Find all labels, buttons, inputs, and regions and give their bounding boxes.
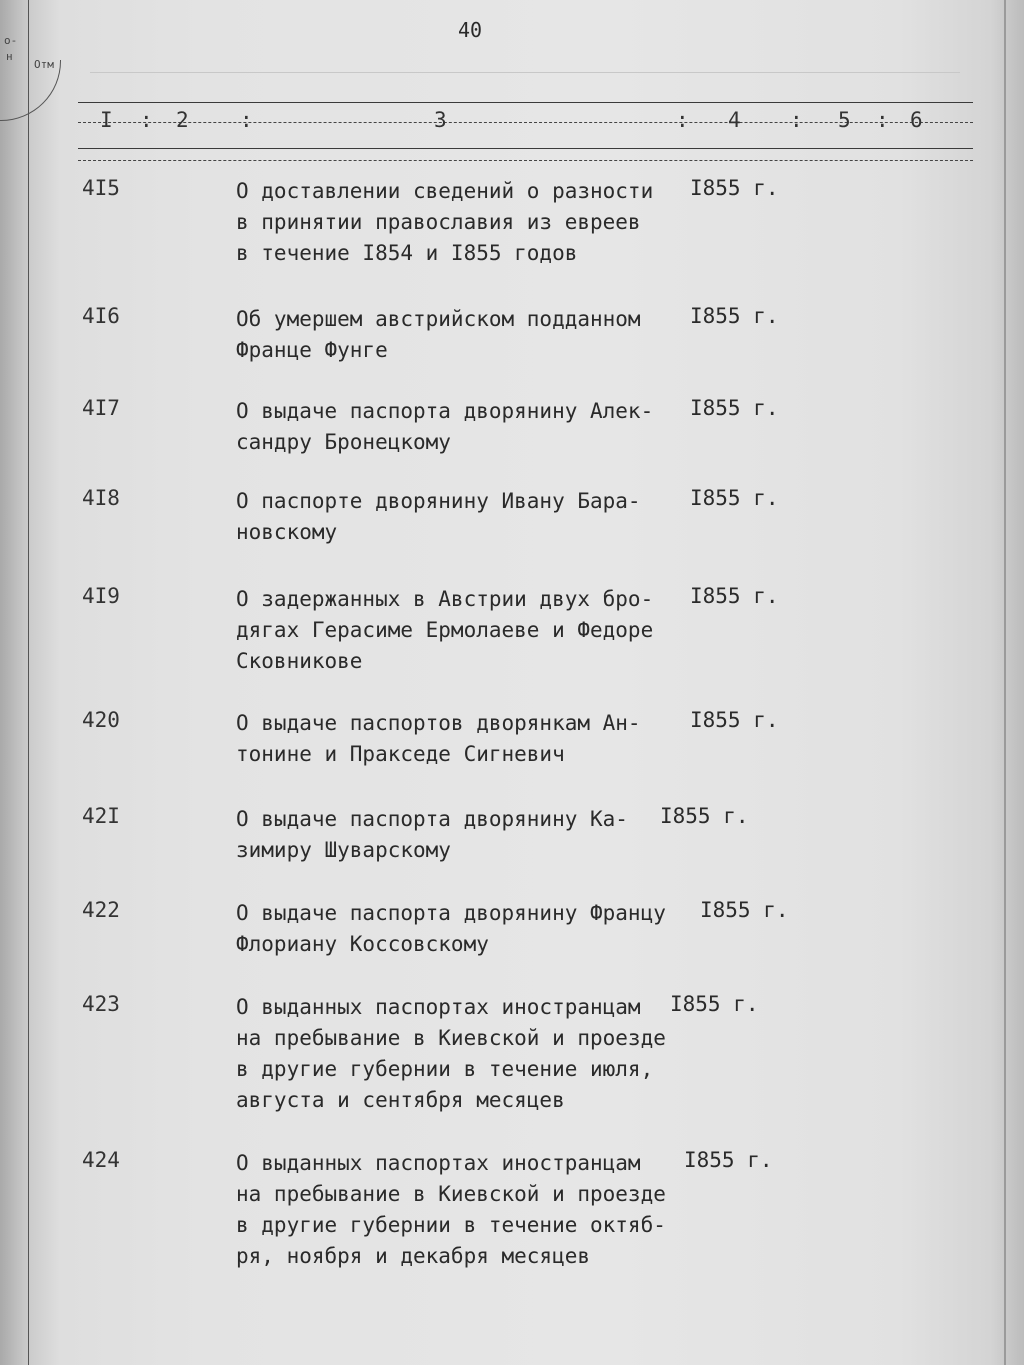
entry-title: О выдаче паспорта дворянину Ка- зимиру Шуварскому <box>236 807 628 862</box>
entry-number: 422 <box>82 898 120 922</box>
entry-title: О паспорте дворянину Ивану Бара- новскому <box>236 489 641 544</box>
entry-number: 4I8 <box>82 486 120 510</box>
entry-number: 4I7 <box>82 396 120 420</box>
entry-title: О выдаче паспорта дворянину Алек- сандру Бронецкому <box>236 399 654 454</box>
entry-title: О выдаче паспортов дворянкам Ан- тонине и Пракседе Сигневич <box>236 711 641 766</box>
entry-number: 4I6 <box>82 304 120 328</box>
column-number-3: 3 <box>434 108 447 132</box>
column-separator: : <box>790 108 803 132</box>
entry-year: I855 г. <box>670 992 759 1016</box>
margin-fragment: Отм <box>34 58 54 71</box>
column-number-2: 2 <box>176 108 189 132</box>
entry-number: 4I9 <box>82 584 120 608</box>
entry-year: I855 г. <box>684 1148 773 1172</box>
margin-table-corner <box>0 60 61 121</box>
entry-title: О задержанных в Австрии двух бро- дягах Герасиме Ермолаеве и Федоре Сковникове <box>236 587 654 673</box>
margin-fragment: н <box>6 50 13 63</box>
header-rule-bottom <box>78 160 973 161</box>
entry-title: Об умершем австрийском подданном Франце Фунге <box>236 307 641 362</box>
column-separator: : <box>876 108 889 132</box>
entry-year: I855 г. <box>690 304 779 328</box>
column-separator: : <box>140 108 153 132</box>
column-number-6: 6 <box>910 108 923 132</box>
entry-year: I855 г. <box>690 396 779 420</box>
entry-title: О выдаче паспорта дворянину Францу Флориану Коссовскому <box>236 901 666 956</box>
entry-title: О выданных паспортах иностранцам на пребывание в Киевской и проезде в другие губернии в течение октяб- ря, ноября и декабря месяцев <box>236 1151 666 1268</box>
entry-number: 42I <box>82 804 120 828</box>
column-separator: : <box>676 108 689 132</box>
column-number-1: I <box>100 108 113 132</box>
entry-title: О доставлении сведений о разности в принятии православия из евреев в течение I854 и I855 годов <box>236 179 654 265</box>
entry-number: 424 <box>82 1148 120 1172</box>
previous-page-margin <box>0 0 54 1365</box>
entry-title: О выданных паспортах иностранцам на пребывание в Киевской и проезде в другие губернии в течение июля, августа и сентября месяцев <box>236 995 666 1112</box>
column-number-5: 5 <box>838 108 851 132</box>
margin-fragment: о- <box>4 34 18 47</box>
entry-year: I855 г. <box>690 584 779 608</box>
header-rule-mid <box>78 148 973 149</box>
column-separator: : <box>240 108 253 132</box>
header-rule-top <box>78 102 973 103</box>
entry-year: I855 г. <box>690 486 779 510</box>
entry-number: 423 <box>82 992 120 1016</box>
entry-year: I855 г. <box>660 804 749 828</box>
entry-number: 4I5 <box>82 176 120 200</box>
page-fold-shadow <box>1004 0 1006 1365</box>
entry-year: I855 г. <box>690 708 779 732</box>
entry-year: I855 г. <box>700 898 789 922</box>
entry-year: I855 г. <box>690 176 779 200</box>
page-number: 40 <box>457 18 483 42</box>
column-number-4: 4 <box>728 108 741 132</box>
show-through-header <box>90 72 960 103</box>
entry-number: 420 <box>82 708 120 732</box>
